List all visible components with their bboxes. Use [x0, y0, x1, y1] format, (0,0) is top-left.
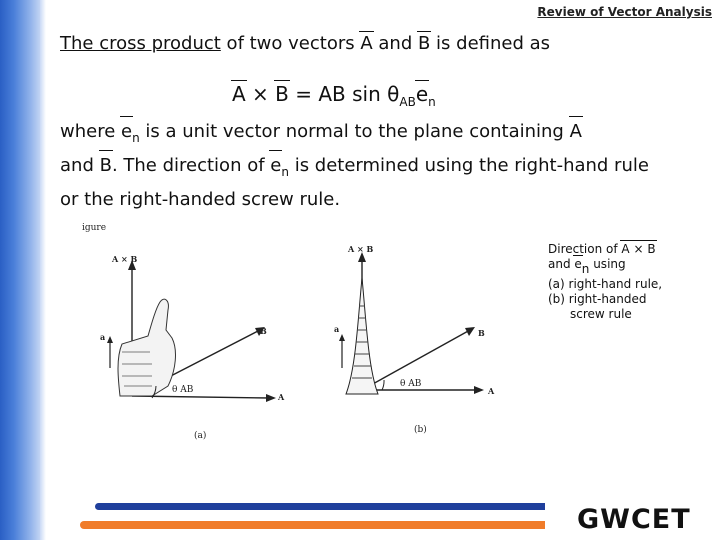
- en-label-right: a: [334, 324, 340, 334]
- right-hand-rule-figure: [60, 218, 520, 478]
- para-unit-sub: n: [132, 131, 140, 145]
- a-arrowhead-right: [474, 386, 484, 394]
- eq-unit-vector: e: [415, 82, 429, 106]
- eq-unit-sub: n: [428, 95, 436, 109]
- theta-label-left: θ AB: [172, 385, 194, 395]
- caption-unit-vector: e: [574, 257, 582, 271]
- cross-product-equation: [232, 82, 436, 109]
- caption-line-5: screw rule: [570, 307, 632, 321]
- footer-blue-bar: [95, 503, 545, 510]
- caption-line-1: [548, 242, 662, 257]
- intro-text-b: is defined as: [430, 33, 551, 54]
- panel-a-label: (a): [194, 431, 207, 441]
- left-decorative-stripe: [0, 0, 46, 540]
- b-label-right: B: [478, 328, 485, 338]
- en-arrowhead-right: [339, 334, 345, 341]
- caption-using: using: [589, 257, 626, 271]
- intro-and: and: [372, 33, 418, 54]
- explanation-paragraph: [60, 118, 660, 214]
- para-unit-vector: e: [121, 118, 132, 146]
- para-text1: is a unit vector normal to the plane containing: [139, 121, 570, 142]
- para-and: and: [60, 155, 100, 176]
- intro-text-a: of two vectors: [220, 33, 361, 54]
- gwcet-logo: GWCET: [577, 504, 691, 535]
- caption-axb: A × B: [621, 242, 656, 256]
- eq-theta: θ: [387, 82, 400, 106]
- a-label-right: A: [488, 386, 495, 396]
- cross-product-term: The cross product: [60, 33, 221, 54]
- eq-times: ×: [245, 82, 276, 106]
- en-arrowhead-left: [107, 336, 113, 343]
- axb-label-left: A × B: [112, 254, 138, 264]
- caption-text-1: Direction of: [548, 242, 618, 256]
- caption-and: and: [548, 257, 575, 271]
- vector-a: A: [360, 33, 373, 54]
- slide-header-title: Review of Vector Analysis: [537, 5, 712, 19]
- vector-b: B: [417, 33, 431, 54]
- axb-label-right: A × B: [348, 244, 374, 254]
- footer-orange-bar: [80, 521, 545, 529]
- caption-line-3: (a) right-hand rule,: [548, 277, 663, 291]
- para-unit-sub-2: n: [281, 165, 289, 179]
- caption-line-2: [548, 257, 662, 277]
- en-label-left: a: [100, 332, 106, 342]
- screw-body: [346, 278, 378, 394]
- eq-theta-sub: AB: [399, 95, 416, 109]
- a-label-left: A: [278, 392, 285, 402]
- b-label-left: B: [260, 326, 267, 336]
- a-arrowhead-left: [266, 394, 276, 402]
- para-text3: is determined using the right-hand rule or the right-handed screw rule.: [60, 155, 649, 210]
- theta-arc-right: [382, 380, 384, 390]
- intro-line: [60, 33, 550, 54]
- panel-b-label: (b): [414, 425, 427, 435]
- stripe-edge: [40, 0, 46, 540]
- theta-label-right: θ AB: [400, 379, 422, 389]
- para-where: where: [60, 121, 122, 142]
- caption-line-4: (b) right-handed: [548, 292, 647, 306]
- eq-vector-b: B: [275, 82, 289, 106]
- eq-vector-a: A: [232, 82, 246, 106]
- para-vector-a: A: [570, 118, 582, 146]
- figure-corner-label: igure: [82, 223, 107, 233]
- figure-caption: [548, 242, 662, 322]
- para-unit-vector-2: e: [270, 152, 281, 180]
- para-vector-b: B: [100, 152, 112, 180]
- eq-rhs: = AB sin: [288, 82, 388, 106]
- para-text2: . The direction of: [111, 155, 271, 176]
- hand-outline: [118, 299, 175, 396]
- caption-unit-sub: n: [581, 262, 590, 276]
